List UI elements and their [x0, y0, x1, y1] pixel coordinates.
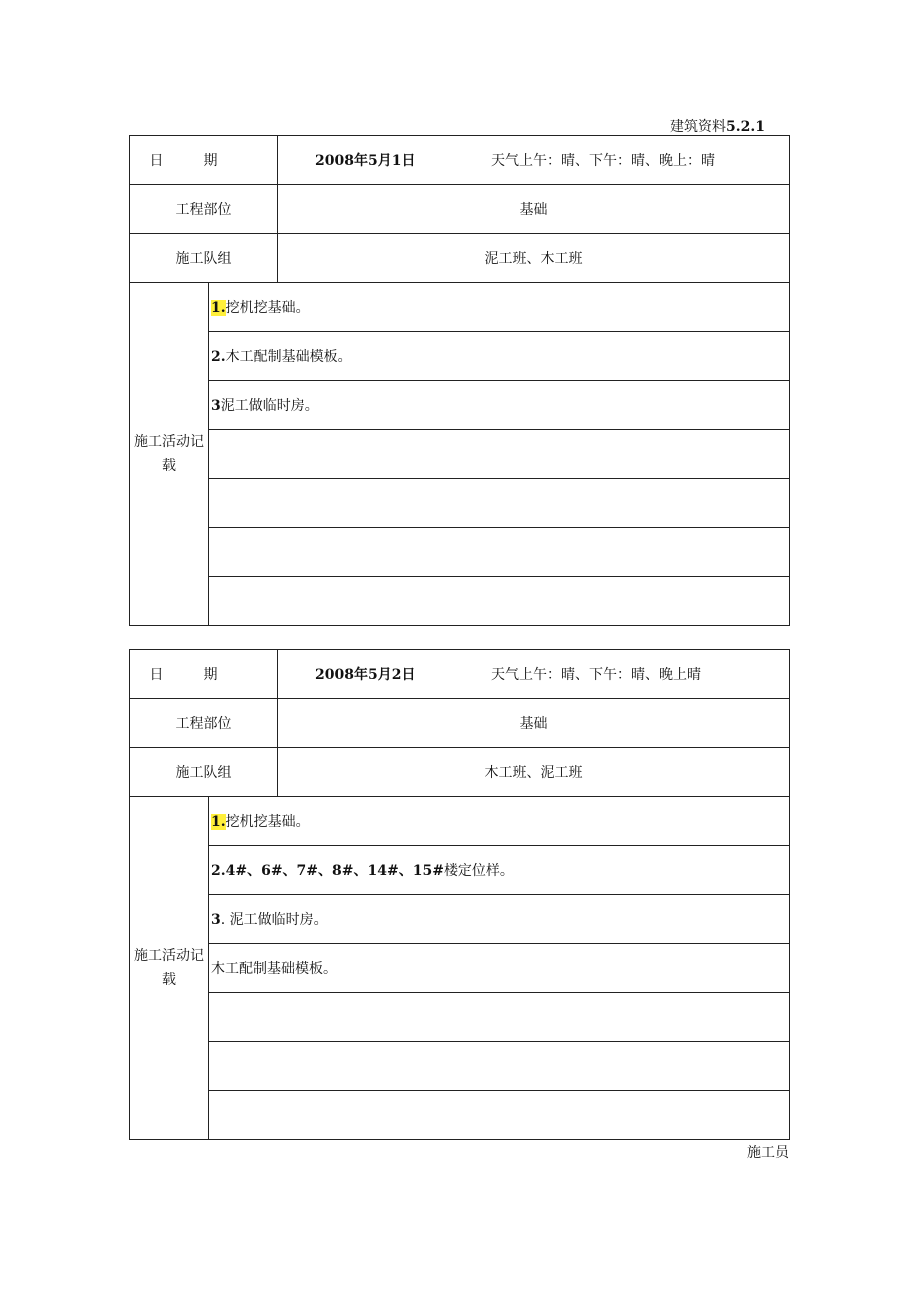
- activity-item: [209, 846, 790, 895]
- activity-row: [130, 895, 790, 944]
- date-value-cell: [278, 650, 790, 699]
- activity-item: [209, 283, 790, 332]
- date-label: 日期: [149, 667, 258, 683]
- date-label-cell: [130, 650, 278, 699]
- team-row: [130, 748, 790, 797]
- activity-item: [209, 332, 790, 381]
- weather-value: 天气上午：晴、下午：晴、晚上：晴: [491, 153, 715, 169]
- activity-label: 施工活动记载: [130, 797, 209, 1140]
- daily-log-table-1: [129, 135, 790, 626]
- activity-row: [130, 479, 790, 528]
- activity-item-empty: [209, 528, 790, 577]
- project-part-row: [130, 699, 790, 748]
- activity-text: 挖机挖基础。: [225, 814, 310, 830]
- document-code-prefix: 建筑资料: [670, 119, 727, 135]
- team-value: 泥工班、木工班: [278, 234, 790, 283]
- activity-number: 1.: [211, 300, 226, 316]
- activity-item-empty: [209, 577, 790, 626]
- team-row: [130, 234, 790, 283]
- activity-item: [209, 797, 790, 846]
- date-label: 日期: [149, 153, 258, 169]
- activity-row: [130, 846, 790, 895]
- activity-label: 施工活动记载: [130, 283, 209, 626]
- document-code-number: 5.2.1: [726, 119, 765, 135]
- activity-row: [130, 1091, 790, 1140]
- weather-value: 天气上午：晴、下午：晴、晚上晴: [491, 667, 701, 683]
- signature-label: 施工员: [747, 1145, 789, 1161]
- project-part-value: 基础: [278, 185, 790, 234]
- date-value: 2008年5月2日: [315, 667, 416, 683]
- activity-row: [130, 944, 790, 993]
- activity-item: [209, 944, 790, 993]
- project-part-label: 工程部位: [130, 699, 278, 748]
- activity-row: [130, 797, 790, 846]
- team-value: 木工班、泥工班: [278, 748, 790, 797]
- activity-row: [130, 1042, 790, 1091]
- activity-number: 1.: [211, 814, 226, 830]
- date-value: 2008年5月1日: [315, 153, 416, 169]
- activity-text: 楼定位样。: [443, 863, 514, 879]
- activity-text: 木工配制基础模板。: [211, 961, 337, 977]
- activity-text: 木工配制基础模板。: [225, 349, 352, 365]
- activity-item-empty: [209, 430, 790, 479]
- activity-item-empty: [209, 1042, 790, 1091]
- activity-row: [130, 283, 790, 332]
- activity-row: [130, 381, 790, 430]
- activity-number: 2.4#、6#、7#、8#、14#、15#: [211, 863, 444, 879]
- project-part-label: 工程部位: [130, 185, 278, 234]
- activity-item-empty: [209, 479, 790, 528]
- activity-item: [209, 895, 790, 944]
- date-value-cell: [278, 136, 790, 185]
- project-part-row: [130, 185, 790, 234]
- activity-text: 泥工做临时房。: [220, 398, 319, 414]
- date-row: [130, 650, 790, 699]
- activity-row: [130, 993, 790, 1042]
- activity-row: [130, 577, 790, 626]
- activity-number: 2.: [211, 349, 226, 365]
- activity-row: [130, 332, 790, 381]
- activity-item-empty: [209, 1091, 790, 1140]
- activity-number: 3: [211, 398, 221, 414]
- activity-row: [130, 528, 790, 577]
- document-code: [670, 116, 765, 136]
- team-label: 施工队组: [130, 234, 278, 283]
- activity-text: 挖机挖基础。: [225, 300, 310, 316]
- daily-log-table-2: [129, 649, 790, 1140]
- activity-number: 3: [211, 912, 221, 928]
- activity-row: [130, 430, 790, 479]
- project-part-value: 基础: [278, 699, 790, 748]
- team-label: 施工队组: [130, 748, 278, 797]
- date-label-cell: [130, 136, 278, 185]
- date-row: [130, 136, 790, 185]
- activity-text: . 泥工做临时房。: [220, 912, 328, 928]
- activity-item-empty: [209, 993, 790, 1042]
- activity-item: [209, 381, 790, 430]
